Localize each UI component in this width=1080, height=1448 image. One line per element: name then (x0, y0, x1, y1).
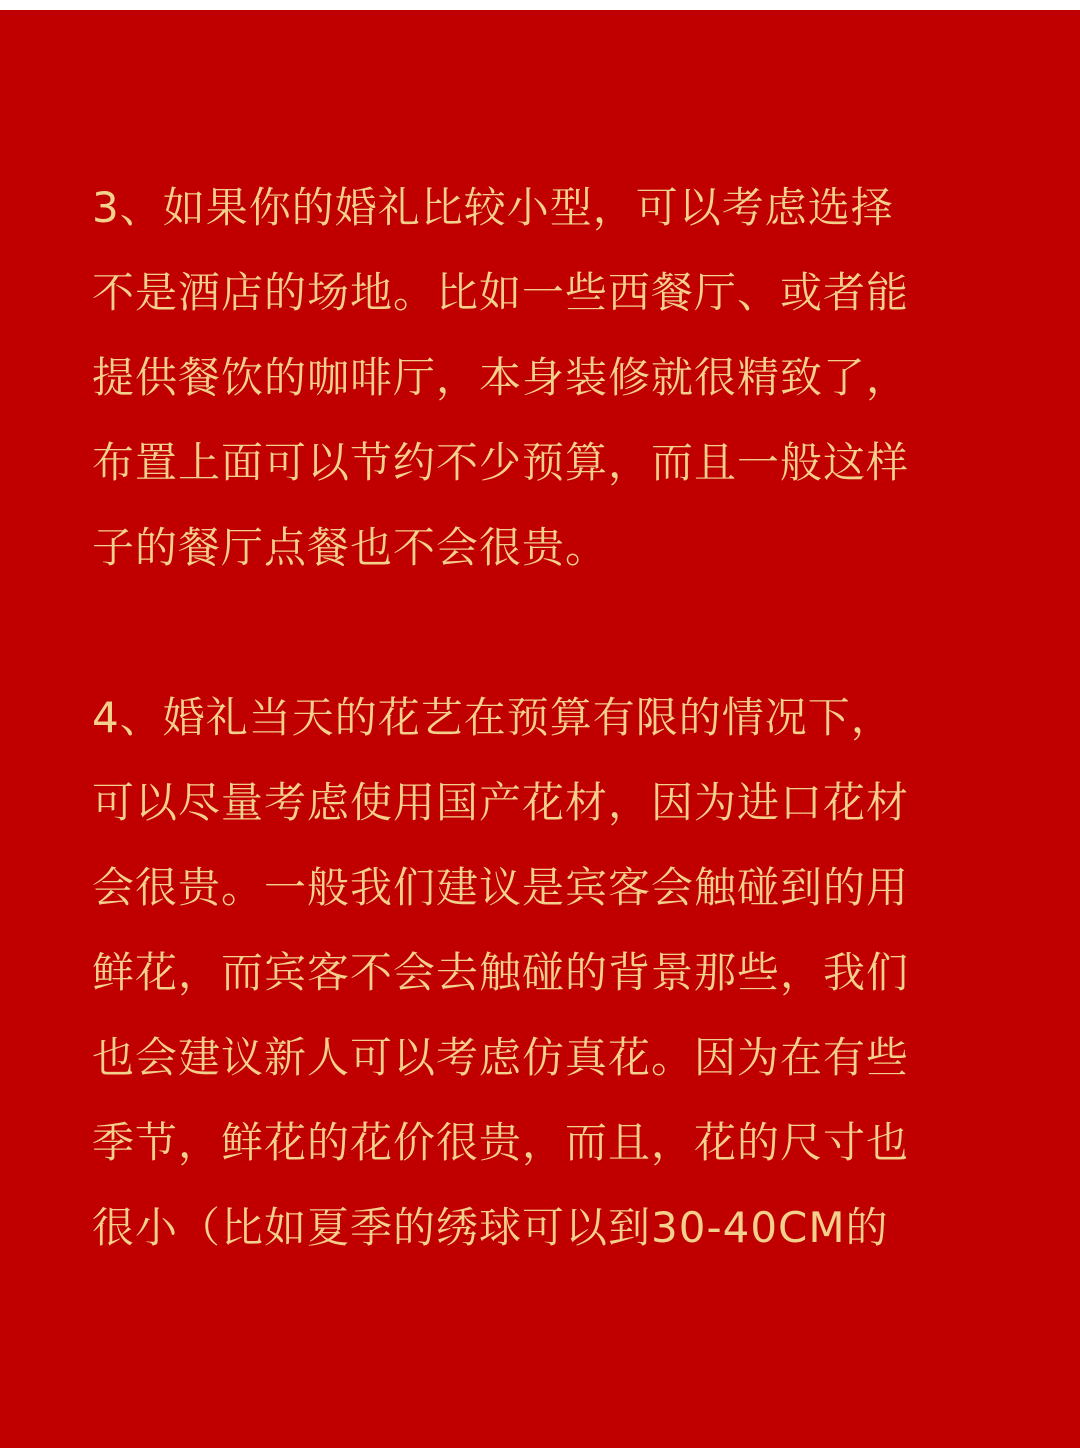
text-line: 提供餐饮的咖啡厅，本身装修就很精致了， (92, 353, 910, 402)
text-line: 4、婚礼当天的花艺在预算有限的情况下， (92, 693, 894, 742)
text-line: 很小（比如夏季的绣球可以到30-40CM的 (92, 1203, 889, 1252)
top-strip (0, 0, 1080, 10)
text-line: 会很贵。一般我们建议是宾客会触碰到的用 (92, 863, 910, 912)
text-line: 布置上面可以节约不少预算，而且一般这样 (92, 438, 910, 487)
text-line: 鲜花，而宾客不会去触碰的背景那些，我们 (92, 948, 910, 997)
paragraph-tip-3 (92, 165, 992, 590)
text-line: 3、如果你的婚礼比较小型，可以考虑选择 (92, 183, 894, 232)
paragraph-tip-4 (92, 675, 992, 1270)
text-line: 季节，鲜花的花价很贵，而且，花的尺寸也 (92, 1118, 910, 1167)
text-line: 子的餐厅点餐也不会很贵。 (92, 523, 609, 572)
text-line: 可以尽量考虑使用国产花材，因为进口花材 (92, 778, 910, 827)
text-line: 不是酒店的场地。比如一些西餐厅、或者能 (92, 268, 910, 317)
text-line: 也会建议新人可以考虑仿真花。因为在有些 (92, 1033, 910, 1082)
